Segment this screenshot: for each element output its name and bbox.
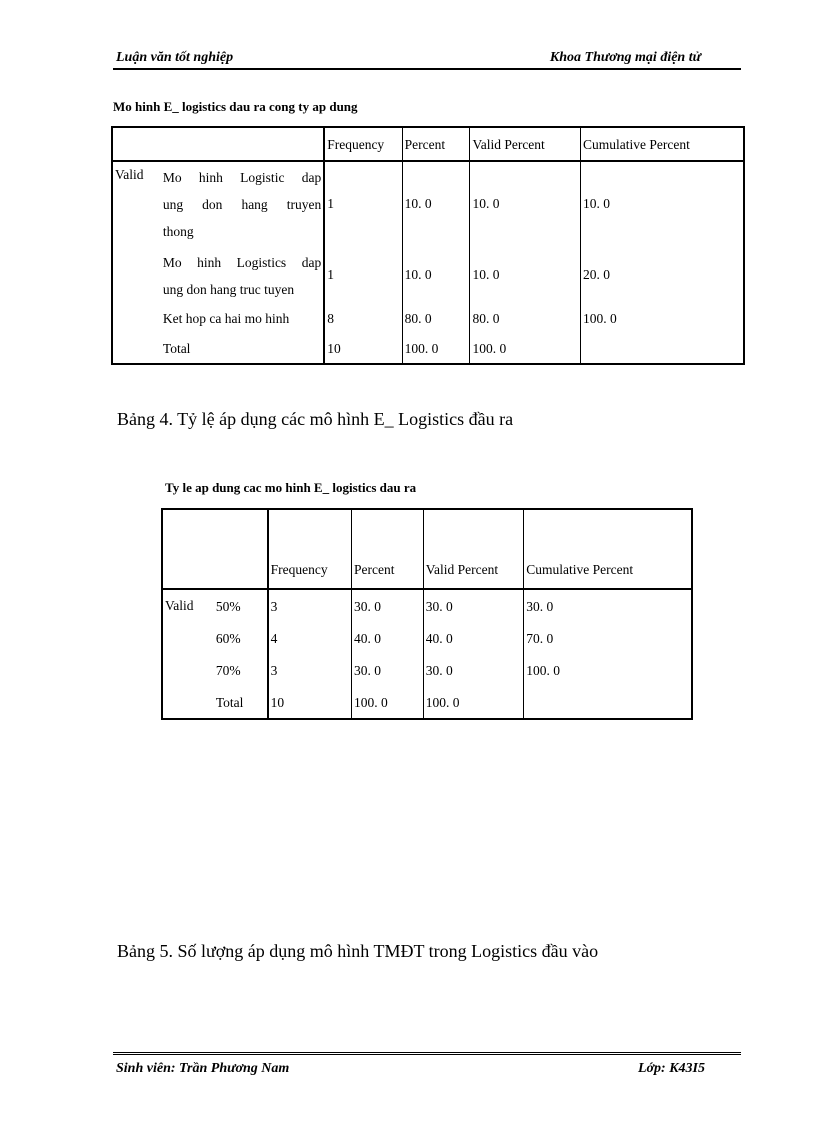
table2-group-label: Valid <box>165 598 194 613</box>
table1-cell-frequency: 1 <box>324 161 402 245</box>
table2-cell-percent: 100. 0 <box>351 686 423 719</box>
table2-row-label: 60% <box>214 622 268 654</box>
table1-col-valid-percent: Valid Percent <box>470 127 581 161</box>
table1-cell-frequency: 1 <box>324 245 402 303</box>
table2-cell-valid-percent: 30. 0 <box>423 589 524 622</box>
table2 <box>161 508 693 720</box>
table1-cell-cumulative-percent <box>581 333 744 364</box>
table-row <box>162 654 692 686</box>
table2-cell-cumulative-percent <box>524 686 692 719</box>
table2-cell-percent: 40. 0 <box>351 622 423 654</box>
table2-col-valid-percent: Valid Percent <box>423 509 524 589</box>
table2-cell-cumulative-percent: 70. 0 <box>526 630 554 646</box>
footer-class-label: Lớp: K43I5 <box>637 1061 705 1076</box>
table2-row-label: 50% <box>214 589 268 622</box>
page-footer <box>113 1052 741 1077</box>
table1-row-label: Ket hop ca hai mo hinh <box>161 303 324 333</box>
table1-cell-valid-percent: 80. 0 <box>470 303 581 333</box>
table1-col-cumulative-percent: Cumulative Percent <box>581 127 744 161</box>
table-row <box>162 622 692 654</box>
table1-header-row <box>112 127 744 161</box>
table2-col-cumulative-percent: Cumulative Percent <box>524 509 692 589</box>
table-row <box>162 589 692 622</box>
table2-cell-valid-percent: 30. 0 <box>423 654 524 686</box>
table2-cell-percent: 30. 0 <box>351 589 423 622</box>
table2-cell-frequency: 3 <box>268 589 352 622</box>
header-thesis-label: Luận văn tốt nghiệp <box>116 50 234 65</box>
table2-cell-frequency: 4 <box>268 622 352 654</box>
table1-cell-percent: 10. 0 <box>402 245 470 303</box>
table2-cell-frequency: 10 <box>268 686 352 719</box>
table2-cell-valid-percent: 100. 0 <box>423 686 524 719</box>
header-faculty-label: Khoa Thương mại điện tử <box>549 50 701 65</box>
table1-cell-frequency: 10 <box>324 333 402 364</box>
table2-col-frequency: Frequency <box>268 509 352 589</box>
table1-row-label: Total <box>161 333 324 364</box>
table2-cell-percent: 30. 0 <box>351 654 423 686</box>
table1-cell-cumulative-percent: 10. 0 <box>583 196 611 211</box>
table1-cell-cumulative-percent: 100. 0 <box>583 310 617 326</box>
table1-col-percent: Percent <box>402 127 470 161</box>
table-row <box>112 303 744 333</box>
table1 <box>111 126 745 365</box>
table1-cell-valid-percent: 100. 0 <box>470 333 581 364</box>
table-row <box>112 245 744 303</box>
table-row <box>112 161 744 245</box>
table1-row-label: Mo hinh Logistics dap ung don hang truc tuyen <box>161 245 324 303</box>
table2-col-percent: Percent <box>351 509 423 589</box>
table2-cell-cumulative-percent: 100. 0 <box>526 662 561 678</box>
table1-cell-frequency: 8 <box>324 303 402 333</box>
table1-cell-cumulative-percent: 20. 0 <box>583 266 611 282</box>
table2-cell-valid-percent: 40. 0 <box>423 622 524 654</box>
footer-student-label: Sinh viên: Trần Phương Nam <box>116 1061 290 1076</box>
table2-cell-frequency: 3 <box>268 654 352 686</box>
table2-row-label: Total <box>214 686 268 719</box>
table2-title: Ty le ap dung cac mo hinh E_ logistics dau ra <box>165 480 417 495</box>
table1-col-frequency: Frequency <box>324 127 402 161</box>
caption-table-5: Bảng 5. Số lượng áp dụng mô hình TMĐT trong Logistics đầu vào <box>117 941 599 961</box>
table2-row-label: 70% <box>214 654 268 686</box>
table-row <box>112 333 744 364</box>
table1-group-label: Valid <box>115 167 144 182</box>
caption-table-4: Bảng 4. Tỷ lệ áp dụng các mô hình E_ Logistics đầu ra <box>117 409 514 429</box>
table2-cell-cumulative-percent: 30. 0 <box>526 598 554 614</box>
table1-cell-valid-percent: 10. 0 <box>470 245 581 303</box>
table1-cell-valid-percent: 10. 0 <box>470 161 581 245</box>
table1-row-label: Mo hinh Logistic dap ung don hang truyen thong <box>161 161 324 245</box>
table1-cell-percent: 80. 0 <box>402 303 470 333</box>
page-header <box>113 48 741 70</box>
table1-title: Mo hinh E_ logistics dau ra cong ty ap dung <box>113 99 358 114</box>
table2-header-row <box>162 509 692 589</box>
table1-cell-percent: 100. 0 <box>402 333 470 364</box>
table-row <box>162 686 692 719</box>
table1-cell-percent: 10. 0 <box>402 161 470 245</box>
